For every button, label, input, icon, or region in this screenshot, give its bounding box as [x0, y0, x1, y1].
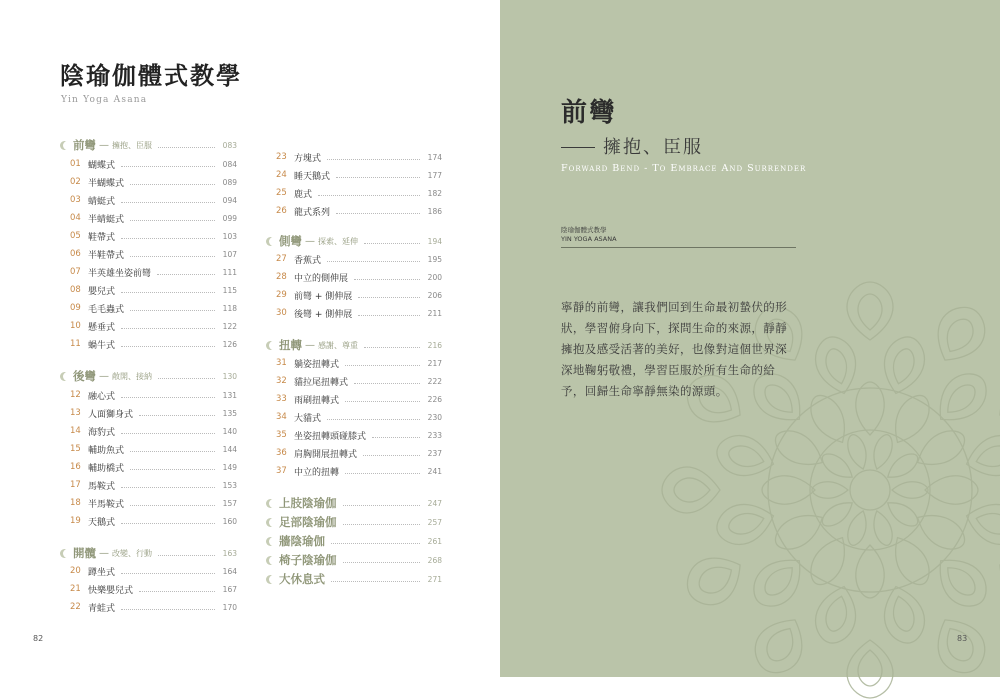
leader-dots — [130, 505, 215, 506]
toc-section[interactable] — [60, 369, 237, 383]
page-ref: 177 — [427, 170, 442, 180]
left-page — [0, 0, 500, 677]
item-label: 中立的扭轉 — [294, 467, 340, 478]
leader-dots — [121, 609, 215, 610]
leader-dots — [121, 523, 215, 524]
item-label: 人面獅身式 — [88, 409, 134, 420]
leader-dots — [130, 184, 215, 185]
page-ref: 122 — [222, 321, 237, 331]
section-dash: — — [99, 547, 109, 559]
leader-dots — [327, 419, 420, 420]
leader-dots — [158, 555, 215, 556]
item-number: 09 — [70, 303, 81, 313]
toc-item[interactable] — [70, 424, 237, 438]
leader-dots — [139, 415, 215, 416]
section-dash: — — [99, 139, 109, 151]
page-ref: 163 — [222, 548, 237, 558]
toc-item[interactable] — [70, 247, 237, 261]
moon-icon — [266, 556, 275, 565]
item-label: 中立的側伸展 — [294, 273, 349, 284]
item-label: 快樂嬰兒式 — [88, 585, 134, 596]
leader-dots — [130, 220, 215, 221]
toc-item[interactable] — [70, 193, 237, 207]
moon-icon — [266, 237, 275, 246]
page-ref: 217 — [427, 358, 442, 368]
item-number: 22 — [70, 602, 81, 612]
item-label: 半蝴蝶式 — [88, 178, 125, 189]
item-label: 睡天鵝式 — [294, 171, 331, 182]
item-number: 19 — [70, 516, 81, 526]
moon-icon — [60, 372, 69, 381]
leader-dots — [354, 279, 420, 280]
leader-dots — [318, 195, 420, 196]
moon-icon — [266, 341, 275, 350]
leader-dots — [372, 437, 420, 438]
item-label: 方塊式 — [294, 153, 322, 164]
page-ref: 230 — [427, 412, 442, 422]
toc-item[interactable] — [70, 478, 237, 492]
item-label: 半馬鞍式 — [88, 499, 125, 510]
section-title: 椅子陰瑜伽 — [279, 553, 337, 567]
book-subtitle: Yin Yoga Asana — [61, 95, 148, 105]
toc-item[interactable] — [276, 168, 442, 182]
page-ref: 206 — [427, 290, 442, 300]
page-ref: 126 — [222, 339, 237, 349]
book-title: 陰瑜伽體式教學 — [60, 61, 242, 90]
subtitle-dash — [561, 147, 595, 148]
section-dash: — — [99, 370, 109, 382]
leader-dots — [139, 591, 215, 592]
leader-dots — [364, 243, 420, 244]
leader-dots — [121, 346, 215, 347]
toc-section[interactable] — [266, 338, 442, 352]
divider-rule — [561, 247, 796, 248]
item-number: 18 — [70, 498, 81, 508]
page-ref: 167 — [222, 584, 237, 594]
toc-section[interactable] — [60, 546, 237, 560]
item-label: 大貓式 — [294, 413, 322, 424]
leader-dots — [130, 256, 215, 257]
item-number: 23 — [276, 152, 287, 162]
section-subtitle: 敞開、接納 — [112, 371, 152, 381]
moon-icon — [266, 499, 275, 508]
toc-item[interactable] — [276, 252, 442, 266]
item-number: 33 — [276, 394, 287, 404]
leader-dots — [121, 202, 215, 203]
leader-dots — [331, 543, 420, 544]
item-label: 半鞋帶式 — [88, 250, 125, 261]
leader-dots — [158, 147, 215, 148]
item-label: 蹲坐式 — [88, 567, 116, 578]
toc-item[interactable] — [70, 388, 237, 402]
moon-icon — [60, 549, 69, 558]
page-ref: 241 — [427, 466, 442, 476]
item-label: 蝸牛式 — [88, 340, 116, 351]
leader-dots — [121, 433, 215, 434]
section-subtitle: 擁抱、臣服 — [112, 140, 152, 150]
leader-dots — [343, 524, 421, 525]
page-ref: 083 — [222, 140, 237, 150]
page-ref: 247 — [427, 498, 442, 508]
section-title: 足部陰瑜伽 — [279, 515, 337, 529]
leader-dots — [327, 261, 420, 262]
leader-dots — [121, 238, 215, 239]
page-ref: 233 — [427, 430, 442, 440]
page-ref: 157 — [222, 498, 237, 508]
item-number: 32 — [276, 376, 287, 386]
page-ref: 268 — [427, 555, 442, 565]
section-subtitle: 感謝、尊重 — [318, 340, 358, 350]
toc-item[interactable] — [276, 288, 442, 302]
item-number: 29 — [276, 290, 287, 300]
toc-item[interactable] — [70, 460, 237, 474]
item-number: 37 — [276, 466, 287, 476]
leader-dots — [121, 328, 215, 329]
leader-dots — [345, 365, 420, 366]
item-label: 蝴蝶式 — [88, 160, 116, 171]
leader-dots — [130, 469, 215, 470]
toc-item[interactable] — [70, 229, 237, 243]
item-label: 香蕉式 — [294, 255, 322, 266]
section-title: 扭轉 — [279, 338, 302, 352]
item-number: 14 — [70, 426, 81, 436]
toc-section[interactable] — [266, 515, 442, 529]
page-number-left: 82 — [33, 634, 44, 643]
toc-item[interactable] — [70, 406, 237, 420]
toc-item[interactable] — [276, 374, 442, 388]
page-ref: 135 — [222, 408, 237, 418]
toc-item[interactable] — [70, 211, 237, 225]
section-title: 開髖 — [73, 546, 96, 560]
toc-item[interactable] — [276, 428, 442, 442]
leader-dots — [336, 213, 420, 214]
item-number: 36 — [276, 448, 287, 458]
page-ref: 237 — [427, 448, 442, 458]
running-head-en: YIN YOGA ASANA — [561, 235, 617, 243]
page-ref: 160 — [222, 516, 237, 526]
item-number: 10 — [70, 321, 81, 331]
item-label: 坐姿扭轉頭碰膝式 — [294, 431, 367, 442]
toc-item[interactable] — [70, 319, 237, 333]
section-subtitle: 改變、行動 — [112, 548, 152, 558]
page-ref: 111 — [222, 267, 237, 277]
leader-dots — [327, 159, 420, 160]
running-head-cn: 陰瑜伽體式教學 — [561, 226, 607, 234]
toc-item[interactable] — [276, 446, 442, 460]
page-ref: 130 — [222, 371, 237, 381]
running-head — [561, 226, 617, 244]
moon-icon — [60, 141, 69, 150]
toc-item[interactable] — [70, 600, 237, 614]
item-label: 後彎 + 側伸展 — [294, 309, 353, 320]
toc-section[interactable] — [266, 553, 442, 567]
page-ref: 131 — [222, 390, 237, 400]
chapter-english-title: Forward Bend - To Embrace And Surrender — [561, 163, 807, 174]
leader-dots — [130, 310, 215, 311]
moon-icon — [266, 518, 275, 527]
leader-dots — [343, 562, 421, 563]
item-label: 海豹式 — [88, 427, 116, 438]
item-label: 雨刷扭轉式 — [294, 395, 340, 406]
item-label: 毛毛蟲式 — [88, 304, 125, 315]
leader-dots — [345, 473, 420, 474]
item-number: 21 — [70, 584, 81, 594]
item-label: 蜻蜓式 — [88, 196, 116, 207]
section-title: 牆陰瑜伽 — [279, 534, 325, 548]
item-number: 35 — [276, 430, 287, 440]
item-number: 20 — [70, 566, 81, 576]
toc-item[interactable] — [70, 283, 237, 297]
chapter-subtitle: 擁抱、臣服 — [603, 137, 703, 158]
item-number: 24 — [276, 170, 287, 180]
toc-item[interactable] — [70, 582, 237, 596]
item-number: 04 — [70, 213, 81, 223]
section-title: 後彎 — [73, 369, 96, 383]
page-ref: 186 — [427, 206, 442, 216]
leader-dots — [121, 487, 215, 488]
toc-section[interactable] — [266, 234, 442, 248]
item-number: 28 — [276, 272, 287, 282]
page-ref: 271 — [427, 574, 442, 584]
page-ref: 103 — [222, 231, 237, 241]
item-number: 15 — [70, 444, 81, 454]
page-ref: 115 — [222, 285, 237, 295]
chapter-title: 前彎 — [561, 98, 618, 128]
toc-item[interactable] — [70, 496, 237, 510]
page-ref: 118 — [222, 303, 237, 313]
page-ref: 170 — [222, 602, 237, 612]
item-number: 01 — [70, 159, 81, 169]
leader-dots — [130, 451, 215, 452]
item-number: 13 — [70, 408, 81, 418]
section-title: 上肢陰瑜伽 — [279, 496, 337, 510]
toc-item[interactable] — [276, 204, 442, 218]
section-title: 前彎 — [73, 138, 96, 152]
item-label: 龍式系列 — [294, 207, 331, 218]
leader-dots — [336, 177, 420, 178]
page-ref: 107 — [222, 249, 237, 259]
leader-dots — [354, 383, 420, 384]
chapter-intro-text: 寧靜的前彎，讓我們回到生命最初蟄伏的形狀，學習俯身向下，探問生命的來源，靜靜擁抱及感受活著的美好，也像對這個世界深深地鞠躬敬禮，學習臣服於所有生命的給予，回歸生命寧靜無染的源頭。 — [561, 300, 788, 398]
page-ref: 194 — [427, 236, 442, 246]
section-dash: — — [305, 339, 315, 351]
page-ref: 084 — [222, 159, 237, 169]
toc-section[interactable] — [266, 534, 442, 548]
toc-section[interactable] — [266, 496, 442, 510]
page-number-right: 83 — [957, 634, 968, 643]
page-ref: 261 — [427, 536, 442, 546]
page-ref: 182 — [427, 188, 442, 198]
leader-dots — [121, 166, 215, 167]
item-label: 青蛙式 — [88, 603, 116, 614]
toc-item[interactable] — [70, 301, 237, 315]
page-ref: 153 — [222, 480, 237, 490]
item-number: 11 — [70, 339, 81, 349]
leader-dots — [364, 347, 420, 348]
toc-item[interactable] — [70, 442, 237, 456]
toc-item[interactable] — [276, 306, 442, 320]
item-label: 前彎 + 側伸展 — [294, 291, 353, 302]
item-number: 30 — [276, 308, 287, 318]
item-label: 天鵝式 — [88, 517, 116, 528]
leader-dots — [121, 292, 215, 293]
item-number: 06 — [70, 249, 81, 259]
item-label: 鞋帶式 — [88, 232, 116, 243]
leader-dots — [343, 505, 421, 506]
section-title: 側彎 — [279, 234, 302, 248]
toc-item[interactable] — [70, 175, 237, 189]
item-number: 08 — [70, 285, 81, 295]
section-title: 大休息式 — [279, 572, 325, 586]
toc-section[interactable] — [266, 572, 442, 586]
item-number: 16 — [70, 462, 81, 472]
page-ref: 164 — [222, 566, 237, 576]
item-label: 半英雄坐姿前彎 — [88, 268, 152, 279]
section-subtitle: 探索、延伸 — [318, 236, 358, 246]
leader-dots — [121, 397, 215, 398]
item-label: 輔助橋式 — [88, 463, 125, 474]
item-label: 嬰兒式 — [88, 286, 116, 297]
leader-dots — [157, 274, 215, 275]
item-number: 17 — [70, 480, 81, 490]
page-ref: 144 — [222, 444, 237, 454]
toc-item[interactable] — [276, 356, 442, 370]
moon-icon — [266, 575, 275, 584]
page-ref: 216 — [427, 340, 442, 350]
item-label: 懸垂式 — [88, 322, 116, 333]
toc-item[interactable] — [70, 337, 237, 351]
page-ref: 094 — [222, 195, 237, 205]
page-ref: 257 — [427, 517, 442, 527]
page-ref: 195 — [427, 254, 442, 264]
leader-dots — [158, 378, 215, 379]
leader-dots — [363, 455, 420, 456]
section-dash: — — [305, 235, 315, 247]
leader-dots — [345, 401, 420, 402]
item-number: 12 — [70, 390, 81, 400]
item-number: 02 — [70, 177, 81, 187]
item-label: 貓拉尾扭轉式 — [294, 377, 349, 388]
leader-dots — [121, 573, 215, 574]
item-label: 鹿式 — [294, 189, 313, 200]
toc-item[interactable] — [276, 270, 442, 284]
item-label: 馬鞍式 — [88, 481, 116, 492]
page-ref: 099 — [222, 213, 237, 223]
toc-section[interactable] — [60, 138, 237, 152]
leader-dots — [358, 297, 420, 298]
toc-item[interactable] — [276, 410, 442, 424]
leader-dots — [358, 315, 420, 316]
page-ref: 211 — [427, 308, 442, 318]
moon-icon — [266, 537, 275, 546]
item-label: 肩胸開展扭轉式 — [294, 449, 358, 460]
toc-item[interactable] — [276, 186, 442, 200]
toc-item[interactable] — [276, 150, 442, 164]
page-ref: 174 — [427, 152, 442, 162]
page-ref: 200 — [427, 272, 442, 282]
toc-item[interactable] — [70, 514, 237, 528]
item-label: 半蜻蜓式 — [88, 214, 125, 225]
item-number: 31 — [276, 358, 287, 368]
item-number: 26 — [276, 206, 287, 216]
item-number: 05 — [70, 231, 81, 241]
toc-item[interactable] — [70, 157, 237, 171]
page-ref: 140 — [222, 426, 237, 436]
item-number: 34 — [276, 412, 287, 422]
item-number: 25 — [276, 188, 287, 198]
item-number: 27 — [276, 254, 287, 264]
page-ref: 149 — [222, 462, 237, 472]
page-ref: 226 — [427, 394, 442, 404]
toc-item[interactable] — [276, 464, 442, 478]
page-ref: 222 — [427, 376, 442, 386]
item-number: 03 — [70, 195, 81, 205]
toc-item[interactable] — [70, 564, 237, 578]
item-label: 躺姿扭轉式 — [294, 359, 340, 370]
item-number: 07 — [70, 267, 81, 277]
toc-item[interactable] — [276, 392, 442, 406]
item-label: 輔助魚式 — [88, 445, 125, 456]
page-ref: 089 — [222, 177, 237, 187]
item-label: 融心式 — [88, 391, 116, 402]
leader-dots — [331, 581, 420, 582]
toc-item[interactable] — [70, 265, 237, 279]
